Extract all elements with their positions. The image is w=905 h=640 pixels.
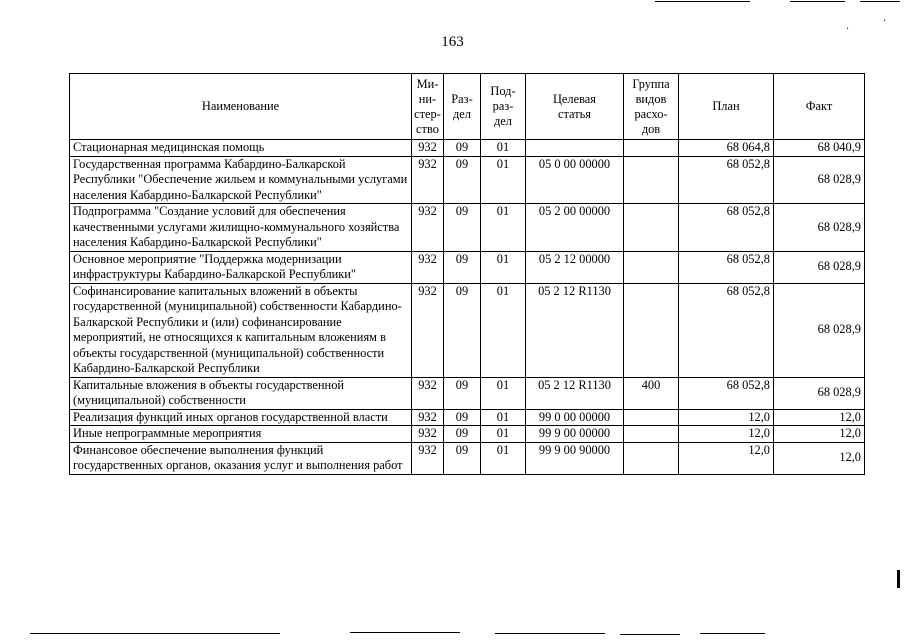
cell-target: 05 0 00 00000 <box>526 156 624 204</box>
cell-plan: 12,0 <box>679 442 774 474</box>
cell-subsection: 01 <box>481 204 526 252</box>
cell-group <box>624 283 679 377</box>
header-name: Наименование <box>70 74 412 140</box>
cell-group <box>624 140 679 157</box>
cell-plan: 68 052,8 <box>679 204 774 252</box>
cell-ministry: 932 <box>412 156 444 204</box>
cell-target: 99 9 00 90000 <box>526 442 624 474</box>
cell-name: Иные непрограммные мероприятия <box>70 426 412 443</box>
scan-artifact-mark: ‧ <box>883 16 887 27</box>
table-row <box>70 251 865 283</box>
cell-target: 05 2 12 00000 <box>526 251 624 283</box>
scan-artifact-line <box>860 1 900 2</box>
table-row <box>70 409 865 426</box>
cell-name: Подпрограмма "Создание условий для обеспечения качественными услугами жилищно-коммунального хозяйства населения Кабардино-Балкарской Республики" <box>70 204 412 252</box>
cell-subsection: 01 <box>481 409 526 426</box>
cell-fact: 12,0 <box>774 426 865 443</box>
cell-fact: 12,0 <box>774 442 865 474</box>
cell-subsection: 01 <box>481 251 526 283</box>
cell-group: 400 <box>624 377 679 409</box>
cell-ministry: 932 <box>412 442 444 474</box>
cell-plan: 68 052,8 <box>679 283 774 377</box>
header-subsection: Под- раз- дел <box>481 74 526 140</box>
cell-section: 09 <box>444 251 481 283</box>
cell-ministry: 932 <box>412 140 444 157</box>
cell-group <box>624 204 679 252</box>
cell-target <box>526 140 624 157</box>
header-section: Раз- дел <box>444 74 481 140</box>
table-row <box>70 204 865 252</box>
cell-plan: 68 052,8 <box>679 156 774 204</box>
scan-artifact-mark: ‧ <box>846 24 850 35</box>
scan-artifact-line <box>350 632 460 633</box>
cell-plan: 68 052,8 <box>679 377 774 409</box>
table-row <box>70 426 865 443</box>
cell-group <box>624 156 679 204</box>
cell-ministry: 932 <box>412 426 444 443</box>
budget-table <box>69 73 865 475</box>
cell-group <box>624 251 679 283</box>
cell-plan: 12,0 <box>679 426 774 443</box>
cell-ministry: 932 <box>412 409 444 426</box>
cell-subsection: 01 <box>481 377 526 409</box>
cell-name: Софинансирование капитальных вложений в объекты государственной (муниципальной) собственности Кабардино-Балкарской Республики и (или) софинансирование мероприятий, не относящихся к капитальным вложениям в объекты государственной (муниципальной) собственности Кабардино-Балкарской Республики <box>70 283 412 377</box>
cell-subsection: 01 <box>481 156 526 204</box>
cell-name: Капитальные вложения в объекты государственной (муниципальной) собственности <box>70 377 412 409</box>
cell-subsection: 01 <box>481 442 526 474</box>
table-row <box>70 377 865 409</box>
scan-artifact-line <box>790 1 845 2</box>
header-group: Группа видов расхо- дов <box>624 74 679 140</box>
cell-name: Основное мероприятие "Поддержка модернизации инфраструктуры Кабардино-Балкарской Республики" <box>70 251 412 283</box>
cell-subsection: 01 <box>481 140 526 157</box>
cell-plan: 68 064,8 <box>679 140 774 157</box>
scan-artifact-line <box>655 1 750 2</box>
cell-target: 05 2 00 00000 <box>526 204 624 252</box>
cell-group <box>624 442 679 474</box>
cell-section: 09 <box>444 426 481 443</box>
page-number: 163 <box>441 34 464 50</box>
cell-section: 09 <box>444 156 481 204</box>
cell-fact: 68 028,9 <box>774 204 865 252</box>
cell-ministry: 932 <box>412 283 444 377</box>
cell-subsection: 01 <box>481 283 526 377</box>
cell-ministry: 932 <box>412 251 444 283</box>
table-row <box>70 156 865 204</box>
cell-target: 99 9 00 00000 <box>526 426 624 443</box>
cell-group <box>624 409 679 426</box>
header-ministry: Ми- ни- стер- ство <box>412 74 444 140</box>
cell-ministry: 932 <box>412 377 444 409</box>
cell-fact: 68 028,9 <box>774 377 865 409</box>
cell-target: 05 2 12 R1130 <box>526 283 624 377</box>
cell-ministry: 932 <box>412 204 444 252</box>
cell-group <box>624 426 679 443</box>
table-row <box>70 442 865 474</box>
header-plan: План <box>679 74 774 140</box>
cell-name: Финансовое обеспечение выполнения функций государственных органов, оказания услуг и выполнения работ <box>70 442 412 474</box>
cell-plan: 12,0 <box>679 409 774 426</box>
cell-fact: 68 028,9 <box>774 251 865 283</box>
cell-fact: 68 028,9 <box>774 156 865 204</box>
cell-plan: 68 052,8 <box>679 251 774 283</box>
cell-section: 09 <box>444 283 481 377</box>
table-header-row <box>70 74 865 140</box>
cell-target: 99 0 00 00000 <box>526 409 624 426</box>
cell-name: Стационарная медицинская помощь <box>70 140 412 157</box>
cell-target: 05 2 12 R1130 <box>526 377 624 409</box>
cell-fact: 68 040,9 <box>774 140 865 157</box>
cell-section: 09 <box>444 204 481 252</box>
scan-artifact-line <box>495 633 605 634</box>
cell-section: 09 <box>444 442 481 474</box>
cell-section: 09 <box>444 377 481 409</box>
cell-section: 09 <box>444 140 481 157</box>
table-row <box>70 140 865 157</box>
table-row <box>70 283 865 377</box>
scan-artifact-line <box>700 633 765 634</box>
header-fact: Факт <box>774 74 865 140</box>
scan-artifact-line <box>897 570 900 588</box>
scan-artifact-line <box>620 634 680 635</box>
scan-artifact-line <box>30 633 280 634</box>
cell-section: 09 <box>444 409 481 426</box>
cell-name: Государственная программа Кабардино-Балкарской Республики "Обеспечение жильем и коммунальными услугами населения Кабардино-Балкарской Республики" <box>70 156 412 204</box>
cell-fact: 68 028,9 <box>774 283 865 377</box>
cell-subsection: 01 <box>481 426 526 443</box>
cell-fact: 12,0 <box>774 409 865 426</box>
cell-name: Реализация функций иных органов государственной власти <box>70 409 412 426</box>
header-target: Целевая статья <box>526 74 624 140</box>
